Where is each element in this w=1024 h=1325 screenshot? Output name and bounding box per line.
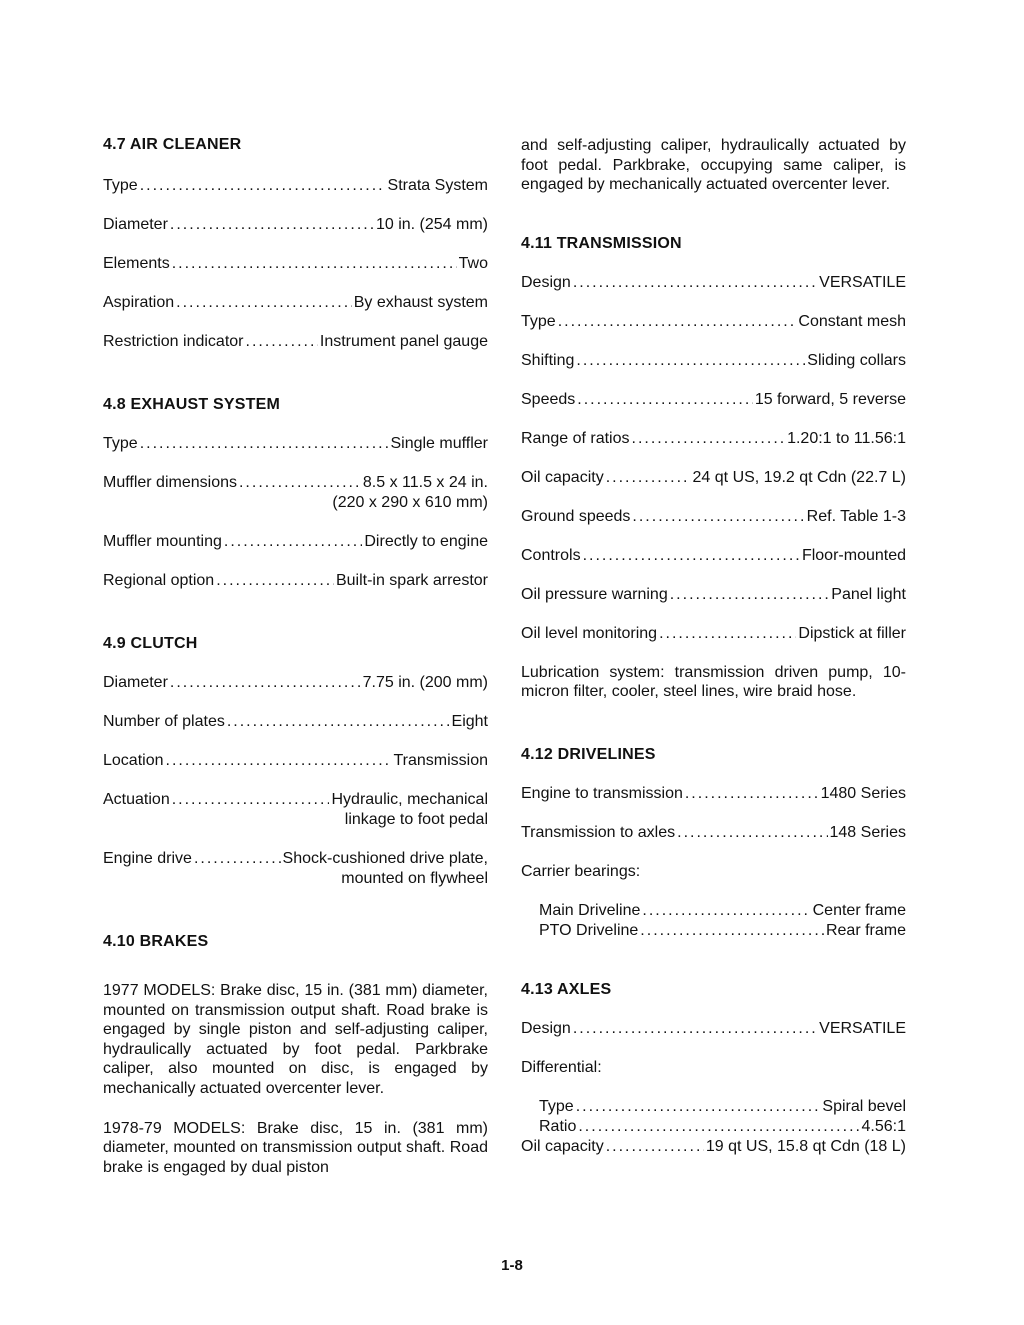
page-number: 1-8 [501,1257,523,1274]
engine-drive-continued: mounted on flywheel [341,870,488,887]
spec-row-design: Design ..... VERSATILE [521,273,906,293]
spec-row-exhaust-type: Type ..... Single muffler [103,434,488,454]
spec-row-type: Type ..... Strata System [103,176,488,196]
brakes-1978-paragraph: 1978-79 MODELS: Brake disc, 15 in. (381 mm) diameter, mounted on transmission output shaft. Road brake is engaged by dual piston [103,1119,488,1176]
spec-row-engine-drive: Engine drive ..... Shock-cushioned drive plate, [103,849,488,869]
section-heading-transmission: 4.11 TRANSMISSION [521,234,682,252]
spec-row-location: Location ..... Transmission [103,751,488,771]
spec-row-aspiration: Aspiration ..... By exhaust system [103,293,488,313]
spec-row-restriction-indicator: Restriction indicator ..... Instrument panel gauge [103,332,488,352]
spec-row-axle-design: Design ..... VERSATILE [521,1019,906,1039]
spec-row-ratio: Ratio ..... 4.56:1 [521,1117,906,1137]
section-heading-brakes: 4.10 BRAKES [103,933,209,950]
muffler-dimensions-metric: (220 x 290 x 610 mm) [332,494,488,511]
spec-row-axle-oil-capacity: Oil capacity ..... 19 qt US, 15.8 qt Cdn (18 L) [521,1137,906,1157]
spec-row-actuation: Actuation ..... Hydraulic, mechanical [103,790,488,810]
section-heading-axles: 4.13 AXLES [521,980,612,998]
left-column [103,136,488,1177]
brakes-1978-paragraph-continued: and self-adjusting caliper, hydraulically actuated by foot pedal. Parkbrake, occupying same caliper, is engaged by mechanically actuated overcenter lever. [521,137,906,194]
section-heading-air-cleaner: 4.7 AIR CLEANER [103,136,242,153]
spec-row-transmission-to-axles: Transmission to axles ..... 148 Series [521,823,906,843]
carrier-bearings-label: Carrier bearings: [521,862,641,880]
spec-row-oil-pressure-warning: Oil pressure warning ..... Panel light [521,585,906,605]
spec-row-controls: Controls ..... Floor-mounted [521,546,906,566]
spec-row-regional-option: Regional option ..... Built-in spark arrestor [103,571,488,591]
section-heading-clutch: 4.9 CLUTCH [103,635,198,652]
spec-row-differential-type: Type ..... Spiral bevel [521,1097,906,1117]
spec-row-engine-to-transmission: Engine to transmission ..... 1480 Series [521,784,906,804]
spec-row-oil-level-monitoring: Oil level monitoring ..... Dipstick at filler [521,624,906,644]
spec-row-trans-type: Type ..... Constant mesh [521,312,906,332]
spec-row-ground-speeds: Ground speeds ..... Ref. Table 1-3 [521,507,906,527]
section-heading-drivelines: 4.12 DRIVELINES [521,745,656,763]
spec-row-clutch-diameter: Diameter ..... 7.75 in. (200 mm) [103,673,488,693]
spec-row-diameter: Diameter ..... 10 in. (254 mm) [103,215,488,235]
right-column [521,136,906,1157]
spec-row-range-of-ratios: Range of ratios ..... 1.20:1 to 11.56:1 [521,429,906,449]
spec-row-shifting: Shifting ..... Sliding collars [521,351,906,371]
brakes-1977-paragraph: 1977 MODELS: Brake disc, 15 in. (381 mm) diameter, mounted on transmission output shaft. Road brake is engaged by single piston and self-adjusting caliper, hydraulically actuated by foot pedal. Parkbrake caliper, also mounted on disc, is engaged by mechanically actuated overcenter lever. [103,982,488,1097]
spec-row-oil-capacity: Oil capacity ..... 24 qt US, 19.2 qt Cdn (22.7 L) [521,468,906,488]
spec-row-main-driveline: Main Driveline ..... Center frame [521,901,906,921]
differential-label: Differential: [521,1058,602,1076]
spec-row-muffler-mounting: Muffler mounting ..... Directly to engine [103,532,488,552]
lubrication-paragraph: Lubrication system: transmission driven pump, 10-micron filter, cooler, steel lines, wire braid hose. [521,663,906,701]
spec-row-pto-driveline: PTO Driveline ..... Rear frame [521,921,906,941]
spec-row-muffler-dimensions: Muffler dimensions ..... 8.5 x 11.5 x 24 in. [103,473,488,493]
section-heading-exhaust: 4.8 EXHAUST SYSTEM [103,396,280,413]
spec-row-elements: Elements ..... Two [103,254,488,274]
spec-row-number-of-plates: Number of plates ..... Eight [103,712,488,732]
actuation-continued: linkage to foot pedal [344,811,488,828]
spec-row-speeds: Speeds ..... 15 forward, 5 reverse [521,390,906,410]
